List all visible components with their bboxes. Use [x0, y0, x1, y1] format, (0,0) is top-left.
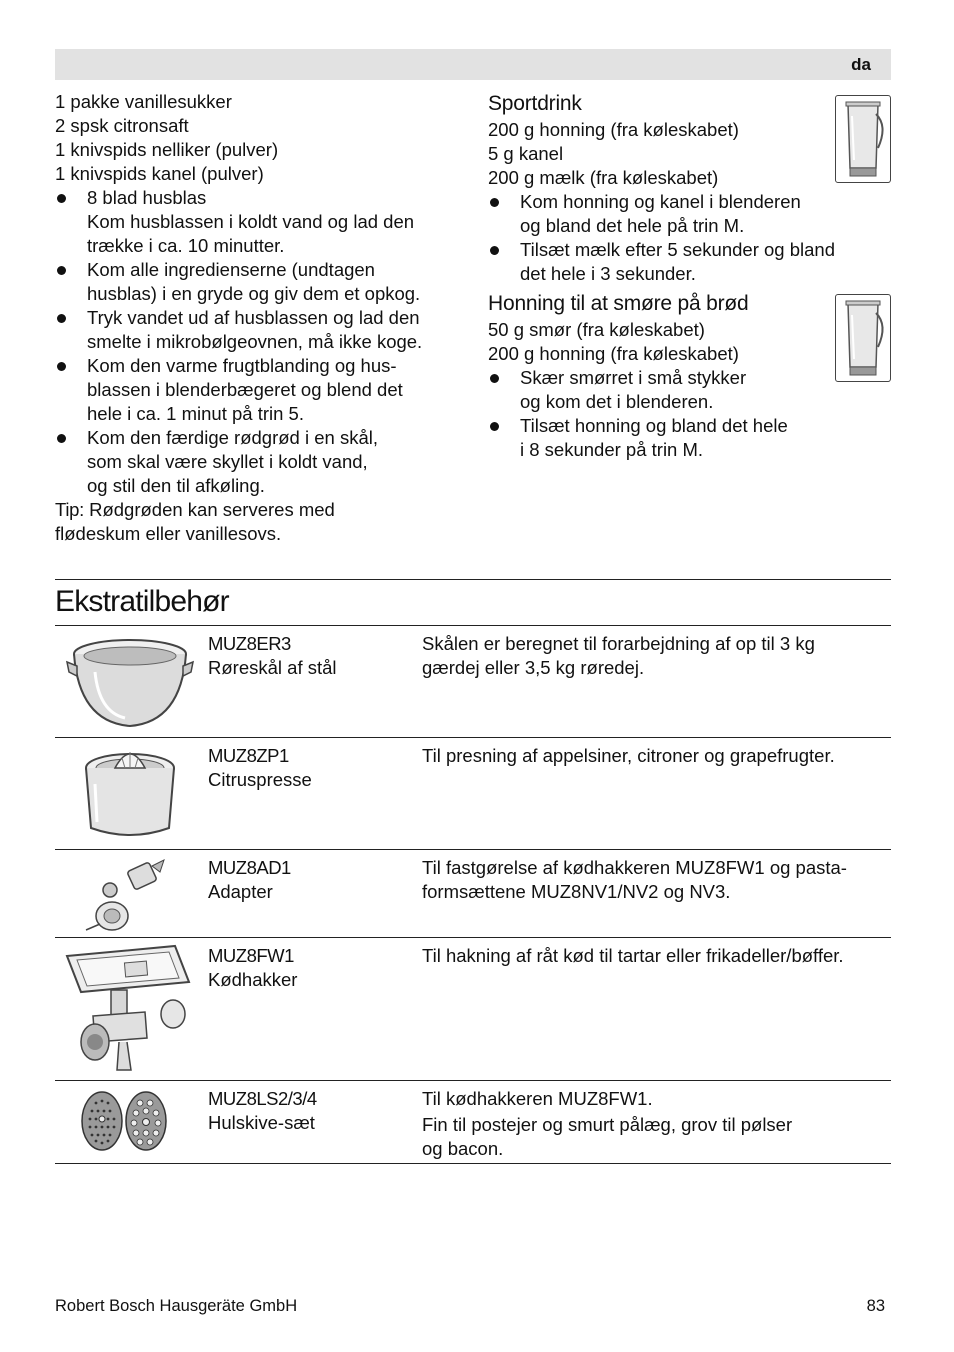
description-line: Til hakning af råt kød til tartar eller frikadeller/bøffer. [422, 945, 844, 966]
description-line: formsættene MUZ8NV1/NV2 og NV3. [422, 881, 731, 902]
accessory-name: Citruspresse [208, 769, 312, 790]
blender-jug-icon [835, 95, 891, 183]
recipe-title: Sportdrink [488, 92, 582, 115]
instruction-list [488, 190, 888, 286]
accessory-row [55, 1080, 891, 1164]
instruction-text: Tryk vandet ud af husblassen og lad den [87, 307, 420, 328]
recipe-title: Honning til at smøre på brød [488, 292, 749, 315]
instruction-text: blassen i blenderbægeret og blend det [87, 379, 403, 400]
footer-company: Robert Bosch Hausgeräte GmbH [55, 1297, 298, 1315]
instruction-text: Kom den varme frugtblanding og hus- [87, 355, 397, 376]
accessory-description [422, 856, 892, 904]
tip-line [55, 498, 475, 522]
ingredient-line: 1 pakke vanillesukker [55, 91, 232, 112]
instruction-text: hele i ca. 1 minut på trin 5. [87, 403, 304, 424]
ingredient-line: 2 spsk citronsaft [55, 115, 189, 136]
instruction-text: trække i ca. 10 minutter. [87, 235, 285, 256]
tip-text: Rødgrøden kan serveres med [83, 499, 335, 520]
instruction-item [488, 414, 888, 462]
accessory-name: Røreskål af stål [208, 657, 337, 678]
instruction-text: smelte i mikrobølgeovnen, må ikke koge. [87, 331, 423, 352]
instruction-text: som skal være skyllet i koldt vand, [87, 451, 368, 472]
instruction-text: Tilsæt mælk efter 5 sekunder og bland [520, 239, 835, 260]
instruction-item [55, 186, 475, 258]
instruction-text: Skær smørret i små stykker [520, 367, 747, 388]
instruction-text: Kom husblassen i koldt vand og lad den [87, 211, 415, 232]
ingredient-line: 200 g mælk (fra køleskabet) [488, 167, 719, 188]
accessory-description [422, 744, 892, 768]
sportdrink-recipe [488, 90, 888, 286]
description-line: og bacon. [422, 1138, 504, 1159]
instruction-text: og stil den til afkøling. [87, 475, 265, 496]
description-line: Fin til postejer og smurt pålæg, grov til pølser [422, 1114, 793, 1135]
tip-label: Tip: [55, 499, 84, 520]
accessory-description [422, 1087, 892, 1161]
language-bar [55, 49, 891, 80]
instruction-text: det hele i 3 sekunder. [520, 263, 696, 284]
mixing-bowl-icon [65, 632, 195, 738]
accessory-code: MUZ8AD1 [208, 857, 291, 878]
accessory-code: MUZ8ZP1 [208, 745, 289, 766]
instruction-item [55, 354, 475, 426]
accessory-description [422, 632, 892, 680]
meat-grinder-icon [65, 942, 195, 1082]
instruction-item [55, 306, 475, 354]
ingredient-line: 1 knivspids kanel (pulver) [55, 163, 264, 184]
instruction-item [55, 426, 475, 498]
table-bottom-rule [55, 1163, 891, 1164]
description-line: Skålen er beregnet til forarbejdning af op til 3 kg [422, 633, 815, 654]
ingredient-line: 1 knivspids nelliker (pulver) [55, 139, 279, 160]
page-number: 83 [866, 1297, 885, 1315]
recipe-right-column [488, 90, 888, 462]
instruction-item [55, 258, 475, 306]
description-line: Til presning af appelsiner, citroner og grapefrugter. [422, 745, 835, 766]
accessory-code: MUZ8FW1 [208, 945, 294, 966]
section-title: Ekstratilbehør [55, 585, 229, 618]
description-line: gærdej eller 3,5 kg røredej. [422, 657, 645, 678]
ingredient-line: 5 g kanel [488, 143, 564, 164]
description-line: Til fastgørelse af kødhakkeren MUZ8FW1 og pasta- [422, 857, 847, 878]
perforated-disc-set-icon [80, 1089, 170, 1159]
instruction-text: og bland det hele på trin M. [520, 215, 745, 236]
blender-jug-icon [835, 294, 891, 382]
accessory-code: MUZ8LS2/3/4 [208, 1088, 317, 1109]
citrus-press-icon [75, 744, 185, 850]
instruction-text: i 8 sekunder på trin M. [520, 439, 704, 460]
accessory-row [55, 737, 891, 850]
accessory-name: Kødhakker [208, 969, 298, 990]
instruction-list [55, 186, 475, 498]
instruction-item [488, 366, 888, 414]
accessory-code: MUZ8ER3 [208, 633, 291, 654]
tip-text: flødeskum eller vanillesovs. [55, 523, 282, 544]
ingredient-line: 50 g smør (fra køleskabet) [488, 319, 705, 340]
instruction-text: Kom den færdige rødgrød i en skål, [87, 427, 378, 448]
instruction-item [488, 238, 888, 286]
ingredient-line: 200 g honning (fra køleskabet) [488, 343, 739, 364]
instruction-text: Tilsæt honning og bland det hele [520, 415, 788, 436]
instruction-text: husblas) i en gryde og giv dem et opkog. [87, 283, 421, 304]
accessory-row [55, 849, 891, 938]
instruction-text: Kom honning og kanel i blenderen [520, 191, 801, 212]
adapter-icon [80, 858, 190, 942]
accessory-row [55, 937, 891, 1081]
recipe-left-column [55, 90, 475, 546]
instruction-text: og kom det i blenderen. [520, 391, 714, 412]
accessory-description [422, 944, 892, 968]
honey-recipe [488, 290, 888, 462]
instruction-text: 8 blad husblas [87, 187, 207, 208]
instruction-text: Kom alle ingredienserne (undtagen [87, 259, 375, 280]
section-divider [55, 579, 891, 580]
instruction-list [488, 366, 888, 462]
language-code: da [851, 55, 871, 74]
description-line: Til kødhakkeren MUZ8FW1. [422, 1088, 653, 1109]
accessory-row [55, 625, 891, 738]
instruction-item [488, 190, 888, 238]
accessory-name: Hulskive-sæt [208, 1112, 315, 1133]
ingredient-line: 200 g honning (fra køleskabet) [488, 119, 739, 140]
accessory-name: Adapter [208, 881, 273, 902]
